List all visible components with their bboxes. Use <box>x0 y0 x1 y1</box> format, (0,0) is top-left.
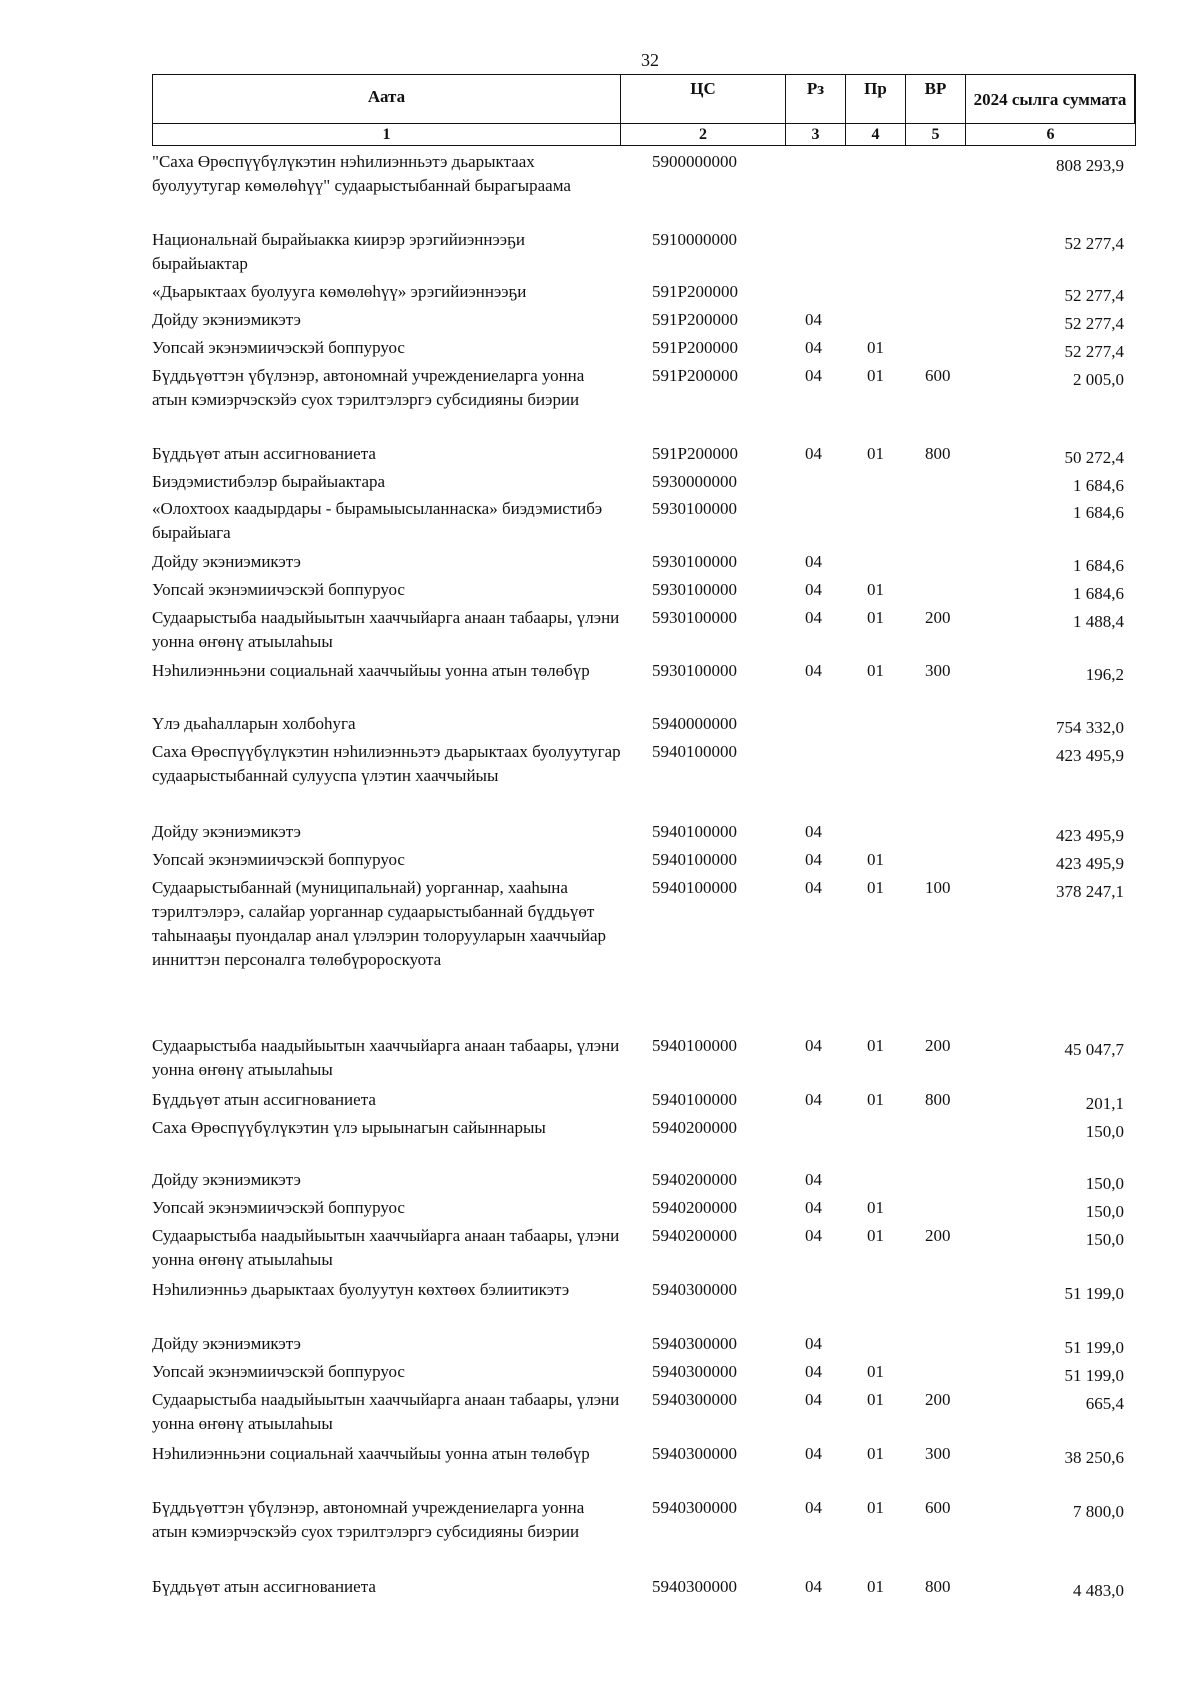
header-code: ЦС <box>621 75 786 123</box>
row-code: 5930100000 <box>652 661 737 680</box>
row-amount: 150,0 <box>1085 1202 1124 1221</box>
row-code: 5940300000 <box>652 1577 737 1596</box>
row-amount: 150,0 <box>1085 1174 1124 1193</box>
row-name: "Саха Өрөспүүбүлүкэтин нэһилиэнньэтэ дьарыктаах буолуутугар көмөлөһүү" судаарыстыбаннай бырагыраама <box>152 152 571 195</box>
row-pr: 01 <box>867 1226 884 1245</box>
row-amount: 51 199,0 <box>1064 1366 1124 1385</box>
row-name: Үлэ дьаһалларын холбоһуга <box>152 714 356 733</box>
row-rz: 04 <box>805 850 822 869</box>
row-rz: 04 <box>805 661 822 680</box>
row-amount: 52 277,4 <box>1064 342 1124 361</box>
row-amount: 38 250,6 <box>1064 1448 1124 1467</box>
row-code: 5940300000 <box>652 1444 737 1463</box>
row-rz: 04 <box>805 444 822 463</box>
row-rz: 04 <box>805 366 822 385</box>
header-num-name: 1 <box>153 123 621 145</box>
row-pr: 01 <box>867 580 884 599</box>
row-name: Уопсай экэнэмиичэскэй боппуруос <box>152 850 405 869</box>
row-code: 5940200000 <box>652 1118 737 1137</box>
row-pr: 01 <box>867 1444 884 1463</box>
row-rz: 04 <box>805 1498 822 1517</box>
row-code: 5930100000 <box>652 499 737 518</box>
row-name: Бүддьүөт атын ассигнованиета <box>152 444 376 463</box>
row-vr: 200 <box>925 1036 951 1055</box>
row-vr: 800 <box>925 1090 951 1109</box>
header-pr: Пр <box>846 75 906 123</box>
row-code: 5940000000 <box>652 714 737 733</box>
header-name: Аата <box>153 75 621 123</box>
row-code: 5910000000 <box>652 230 737 249</box>
row-vr: 600 <box>925 366 951 385</box>
header-num-rz: 3 <box>786 123 846 145</box>
row-name: Уопсай экэнэмиичэскэй боппуруос <box>152 338 405 357</box>
row-pr: 01 <box>867 850 884 869</box>
row-rz: 04 <box>805 1577 822 1596</box>
row-name: Бүддьүөт атын ассигнованиета <box>152 1577 376 1596</box>
row-rz: 04 <box>805 608 822 627</box>
row-code: 5930100000 <box>652 552 737 571</box>
row-amount: 51 199,0 <box>1064 1338 1124 1357</box>
row-code: 591Р200000 <box>652 366 738 385</box>
header-rz: Рз <box>786 75 846 123</box>
row-name: Нэһилиэнньэ дьарыктаах буолуутун көхтөөх бэлиитикэтэ <box>152 1280 570 1299</box>
row-amount: 45 047,7 <box>1064 1040 1124 1059</box>
row-code: 591Р200000 <box>652 310 738 329</box>
row-rz: 04 <box>805 1334 822 1353</box>
row-name: Саха Өрөспүүбүлүкэтин нэһилиэнньэтэ дьарыктаах буолуутугар судаарыстыбаннай сулууспа үлэтин хааччыйыы <box>152 742 621 785</box>
row-name: Судаарыстыба наадыйыытын хааччыйарга анаан табаары, үлэни уонна өҥөнү атыылаһыы <box>152 1036 620 1079</box>
row-name: Дойду экэниэмикэтэ <box>152 552 301 571</box>
row-vr: 200 <box>925 1226 951 1245</box>
row-code: 5940100000 <box>652 822 737 841</box>
row-amount: 52 277,4 <box>1064 234 1124 253</box>
row-code: 5940200000 <box>652 1170 737 1189</box>
row-pr: 01 <box>867 608 884 627</box>
row-rz: 04 <box>805 1036 822 1055</box>
row-name: Бүддьүөттэн үбүлэнэр, автономнай учреждениеларга уонна атын кэмиэрчэскэйэ суох тэрилтэлэргэ субсидияны биэрии <box>152 366 585 409</box>
row-amount: 201,1 <box>1085 1094 1124 1113</box>
row-code: 5930100000 <box>652 580 737 599</box>
row-amount: 1 684,6 <box>1073 476 1124 495</box>
row-rz: 04 <box>805 552 822 571</box>
row-name: «Дьарыктаах буолууга көмөлөһүү» эрэгийиэннээҕи <box>152 282 527 301</box>
row-vr: 600 <box>925 1498 951 1517</box>
row-name: Дойду экэниэмикэтэ <box>152 1170 301 1189</box>
row-amount: 1 488,4 <box>1073 612 1124 631</box>
row-name: Дойду экэниэмикэтэ <box>152 822 301 841</box>
header-vr: ВР <box>906 75 966 123</box>
row-pr: 01 <box>867 1390 884 1409</box>
header-amount: 2024 сылга суммата <box>966 75 1135 123</box>
row-name: Судаарыстыба наадыйыытын хааччыйарга анаан табаары, үлэни уонна өҥөнү атыылаһыы <box>152 1226 620 1269</box>
row-pr: 01 <box>867 1577 884 1596</box>
row-amount: 150,0 <box>1085 1122 1124 1141</box>
row-amount: 423 495,9 <box>1056 826 1124 845</box>
row-rz: 04 <box>805 1390 822 1409</box>
row-code: 5940300000 <box>652 1362 737 1381</box>
row-name: Уопсай экэнэмиичэскэй боппуруос <box>152 580 405 599</box>
row-rz: 04 <box>805 1170 822 1189</box>
row-rz: 04 <box>805 1198 822 1217</box>
row-code: 591Р200000 <box>652 282 738 301</box>
row-amount: 1 684,6 <box>1073 584 1124 603</box>
row-amount: 808 293,9 <box>1056 156 1124 175</box>
row-vr: 100 <box>925 878 951 897</box>
row-amount: 1 684,6 <box>1073 503 1124 522</box>
row-amount: 378 247,1 <box>1056 882 1124 901</box>
row-name: Нэһилиэнньэни социальнай хааччыйыы уонна атын төлөбүр <box>152 661 590 680</box>
row-code: 5940300000 <box>652 1498 737 1517</box>
row-code: 591Р200000 <box>652 444 738 463</box>
row-rz: 04 <box>805 310 822 329</box>
row-name: Национальнай бырайыакка киирэр эрэгийиэннээҕи бырайыактар <box>152 230 525 273</box>
row-name: Судаарыстыбаннай (муниципальнай) уорганнар, хааһына тэрилтэлэрэ, салайар уорганнар судаарыстыбаннай бүддьүөт таһынааҕы пуондалар анал үлэлэрин толорууларын хааччыйар инниттэн персоналга төлөбүророскуота <box>152 878 607 969</box>
row-name: Дойду экэниэмикэтэ <box>152 310 301 329</box>
row-amount: 7 800,0 <box>1073 1502 1124 1521</box>
header-num-vr: 5 <box>906 123 966 145</box>
row-amount: 665,4 <box>1085 1394 1124 1413</box>
row-name: Судаарыстыба наадыйыытын хааччыйарга анаан табаары, үлэни уонна өҥөнү атыылаһыы <box>152 1390 620 1433</box>
row-code: 5940100000 <box>652 1090 737 1109</box>
row-rz: 04 <box>805 822 822 841</box>
row-name: Уопсай экэнэмиичэскэй боппуруос <box>152 1362 405 1381</box>
row-amount: 754 332,0 <box>1056 718 1124 737</box>
row-code: 5940300000 <box>652 1390 737 1409</box>
row-pr: 01 <box>867 661 884 680</box>
row-rz: 04 <box>805 878 822 897</box>
row-code: 5940200000 <box>652 1198 737 1217</box>
row-name: Нэһилиэнньэни социальнай хааччыйыы уонна атын төлөбүр <box>152 1444 590 1463</box>
header-num-amount: 6 <box>966 123 1135 145</box>
row-amount: 52 277,4 <box>1064 314 1124 333</box>
row-code: 5940100000 <box>652 1036 737 1055</box>
row-vr: 300 <box>925 661 951 680</box>
row-code: 5930100000 <box>652 608 737 627</box>
row-name: «Олохтоох каадырдары - бырамыысыланнаска» биэдэмистибэ бырайыага <box>152 499 603 542</box>
row-vr: 200 <box>925 1390 951 1409</box>
row-pr: 01 <box>867 1090 884 1109</box>
row-pr: 01 <box>867 1198 884 1217</box>
row-pr: 01 <box>867 878 884 897</box>
row-code: 5940100000 <box>652 742 737 761</box>
row-vr: 800 <box>925 444 951 463</box>
row-rz: 04 <box>805 1444 822 1463</box>
row-amount: 2 005,0 <box>1073 370 1124 389</box>
row-amount: 196,2 <box>1085 665 1124 684</box>
row-code: 5940100000 <box>652 850 737 869</box>
row-vr: 200 <box>925 608 951 627</box>
row-code: 5940300000 <box>652 1280 737 1299</box>
row-vr: 800 <box>925 1577 951 1596</box>
header-num-code: 2 <box>621 123 786 145</box>
row-pr: 01 <box>867 444 884 463</box>
header-num-pr: 4 <box>846 123 906 145</box>
row-amount: 4 483,0 <box>1073 1581 1124 1600</box>
row-pr: 01 <box>867 366 884 385</box>
row-amount: 51 199,0 <box>1064 1284 1124 1303</box>
row-pr: 01 <box>867 1036 884 1055</box>
row-pr: 01 <box>867 1362 884 1381</box>
row-code: 5940300000 <box>652 1334 737 1353</box>
row-name: Биэдэмистибэлэр бырайыактара <box>152 472 386 491</box>
row-name: Дойду экэниэмикэтэ <box>152 1334 301 1353</box>
row-pr: 01 <box>867 1498 884 1517</box>
row-code: 5930000000 <box>652 472 737 491</box>
row-name: Уопсай экэнэмиичэскэй боппуруос <box>152 1198 405 1217</box>
row-amount: 150,0 <box>1085 1230 1124 1249</box>
row-amount: 1 684,6 <box>1073 556 1124 575</box>
row-rz: 04 <box>805 1226 822 1245</box>
row-code: 591Р200000 <box>652 338 738 357</box>
row-amount: 52 277,4 <box>1064 286 1124 305</box>
row-amount: 423 495,9 <box>1056 746 1124 765</box>
row-rz: 04 <box>805 1362 822 1381</box>
row-name: Саха Өрөспүүбүлүкэтин үлэ ырыынагын сайыннарыы <box>152 1118 546 1137</box>
row-name: Бүддьүөт атын ассигнованиета <box>152 1090 376 1109</box>
page-number: 32 <box>641 50 659 70</box>
row-rz: 04 <box>805 338 822 357</box>
row-code: 5900000000 <box>652 152 737 171</box>
row-code: 5940200000 <box>652 1226 737 1245</box>
row-name: Судаарыстыба наадыйыытын хааччыйарга анаан табаары, үлэни уонна өҥөнү атыылаһыы <box>152 608 620 651</box>
row-name: Бүддьүөттэн үбүлэнэр, автономнай учреждениеларга уонна атын кэмиэрчэскэйэ суох тэрилтэлэргэ субсидияны биэрии <box>152 1498 585 1541</box>
table-header <box>152 74 1136 146</box>
row-rz: 04 <box>805 1090 822 1109</box>
row-pr: 01 <box>867 338 884 357</box>
row-rz: 04 <box>805 580 822 599</box>
row-code: 5940100000 <box>652 878 737 897</box>
row-amount: 50 272,4 <box>1064 448 1124 467</box>
row-amount: 423 495,9 <box>1056 854 1124 873</box>
row-vr: 300 <box>925 1444 951 1463</box>
